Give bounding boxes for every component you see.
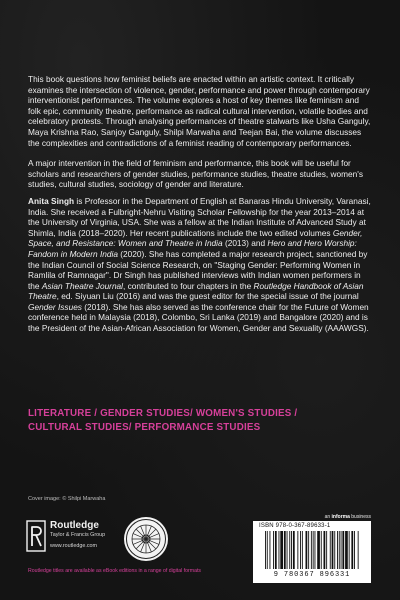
barcode-bar: [306, 531, 308, 569]
barcode-bar: [284, 531, 286, 569]
bio-text-5: , ed. Siyuan Liu (2016) and was the guest editor for the special issue of the journal: [56, 291, 359, 302]
barcode-bar: [265, 531, 266, 569]
barcode-bar: [300, 531, 301, 569]
book-title-2: Hero and Hero Worship: Fandom in Modern India: [28, 238, 357, 259]
barcode-bar: [342, 531, 344, 569]
barcode-bar: [351, 531, 353, 569]
publisher-logo: [26, 520, 121, 562]
barcode-digits: 9 780367 896331: [273, 571, 351, 579]
barcode-bar: [345, 531, 348, 569]
barcode-bar: [293, 531, 295, 569]
imprint-suffix: business: [349, 514, 371, 520]
barcode-box: [253, 521, 371, 583]
barcode-bar: [279, 531, 280, 569]
journal-title-1: Asian Theatre Journal: [41, 280, 124, 291]
cover-image-credit: Cover image: © Shilpi Marwaha: [28, 496, 106, 502]
barcode-bar: [273, 531, 274, 569]
barcode-bar: [349, 531, 350, 569]
publisher-group: Taylor & Francis Group: [50, 532, 106, 538]
barcode-bar: [275, 531, 277, 569]
institute-seal-icon: [123, 516, 169, 562]
barcode-bar: [317, 531, 320, 569]
barcode-bar: [337, 531, 338, 569]
routledge-r-icon: [26, 520, 46, 552]
barcode-bar: [311, 531, 312, 569]
publisher-name: Routledge: [50, 520, 99, 531]
barcode-bar: [308, 531, 309, 569]
barcode-bars: [265, 531, 359, 571]
bio-text-1: is Professor in the Department of English at Banaras Hindu University, Varanasi, India. She received a Fulbright-Nehru Visiting Scholar Fellowship for the year 2013–2014 at the University of Virginia, USA. She was a fellow at the Indian Institute of Advanced Study at Shimla, India (2018–2020). Her recent publications include the two edited volumes: [28, 195, 371, 238]
subjects-line-1: LITERATURE / GENDER STUDIES/ WOMEN'S STUDIES /: [28, 408, 298, 419]
author-bio: [28, 196, 372, 334]
barcode-bar: [358, 531, 359, 569]
bio-text-3: (2020). She has completed a major research project, sanctioned by the Indian Council of Social Science Research, on "Staging Gender: Performing Women in Ramlila of Ramnagar". Dr Singh has published interviews with Indian women performers in the: [28, 248, 368, 291]
barcode-bar: [313, 531, 314, 569]
isbn-barcode-block: [253, 514, 371, 586]
bio-text-2: (2013) and: [222, 238, 268, 249]
description-paragraph-2: A major intervention in the field of feminism and performance, this book will be useful for scholars and researchers of gender studies, performance studies, theatre studies, women's studies, cultural studies, sociology of gender and literature.: [28, 158, 364, 190]
subjects-line-2: CULTURAL STUDIES/ PERFORMANCE STUDIES: [28, 421, 261, 433]
barcode-bar: [354, 531, 355, 569]
blurb-text: [28, 74, 372, 344]
isbn-number: ISBN 978-0-367-89633-1: [259, 523, 331, 529]
informa-imprint: [325, 514, 371, 520]
barcode-bar: [326, 531, 327, 569]
ebook-availability-note: Routledge titles are available as eBook editions in a range of digital formats: [28, 568, 202, 574]
barcode-bar: [267, 531, 268, 569]
imprint-prefix: an: [324, 514, 332, 520]
journal-title-2: Gender Issues: [28, 301, 82, 312]
publisher-url: www.routledge.com: [50, 543, 98, 549]
barcode-bar: [287, 531, 288, 569]
barcode-bar: [289, 531, 290, 569]
barcode-bar: [330, 531, 331, 569]
subject-categories: [28, 407, 372, 434]
barcode-bar: [280, 531, 283, 569]
barcode-bar: [339, 531, 340, 569]
barcode-bar: [315, 531, 316, 569]
barcode-bar: [302, 531, 303, 569]
barcode-bar: [291, 531, 292, 569]
barcode-bar: [321, 531, 322, 569]
barcode-bar: [297, 531, 298, 569]
barcode-bar: [332, 531, 334, 569]
author-name: Anita Singh: [28, 195, 75, 206]
barcode-bar: [341, 531, 342, 569]
handbook-title: Routledge Handbook of Asian Theatre: [28, 280, 364, 302]
bio-text-4: , contributed to four chapters in the: [123, 280, 254, 291]
book-title-1: Gender, Space, and Resistance: Women and Theatre in India: [28, 227, 363, 249]
bio-text-6: (2018). She has also served as the conference chair for the Future of Women conference held in Malaysia (2018), Colombo, Sri Lanka (2019) and Bangalore (2020) and is the President of the Asian-African Association for Women, Gender and Sexuality (AAAWGS).: [28, 301, 369, 334]
barcode-bar: [324, 531, 326, 569]
barcode-bar: [270, 531, 271, 569]
imprint-brand: informa: [331, 514, 350, 520]
barcode-bar: [334, 531, 335, 569]
description-paragraph-1: This book questions how feminist beliefs are enacted within an artistic context. It critically examines the intersection of violence, gender, performance and power through contemporary interventionist performances. The volume explores a host of key themes like feminism and folk epic, community theatre, performance as radical cultural intervention, volatile bodies and celebratory protests. Through analysing performances of theatre stalwarts like Usha Ganguly, Maya Krishna Rao, Sanjoy Ganguly, Shilpi Marwaha and Teejan Bai, the volume discusses the complexities and contradictions of a feminist reading of contemporary performances.: [28, 74, 371, 148]
